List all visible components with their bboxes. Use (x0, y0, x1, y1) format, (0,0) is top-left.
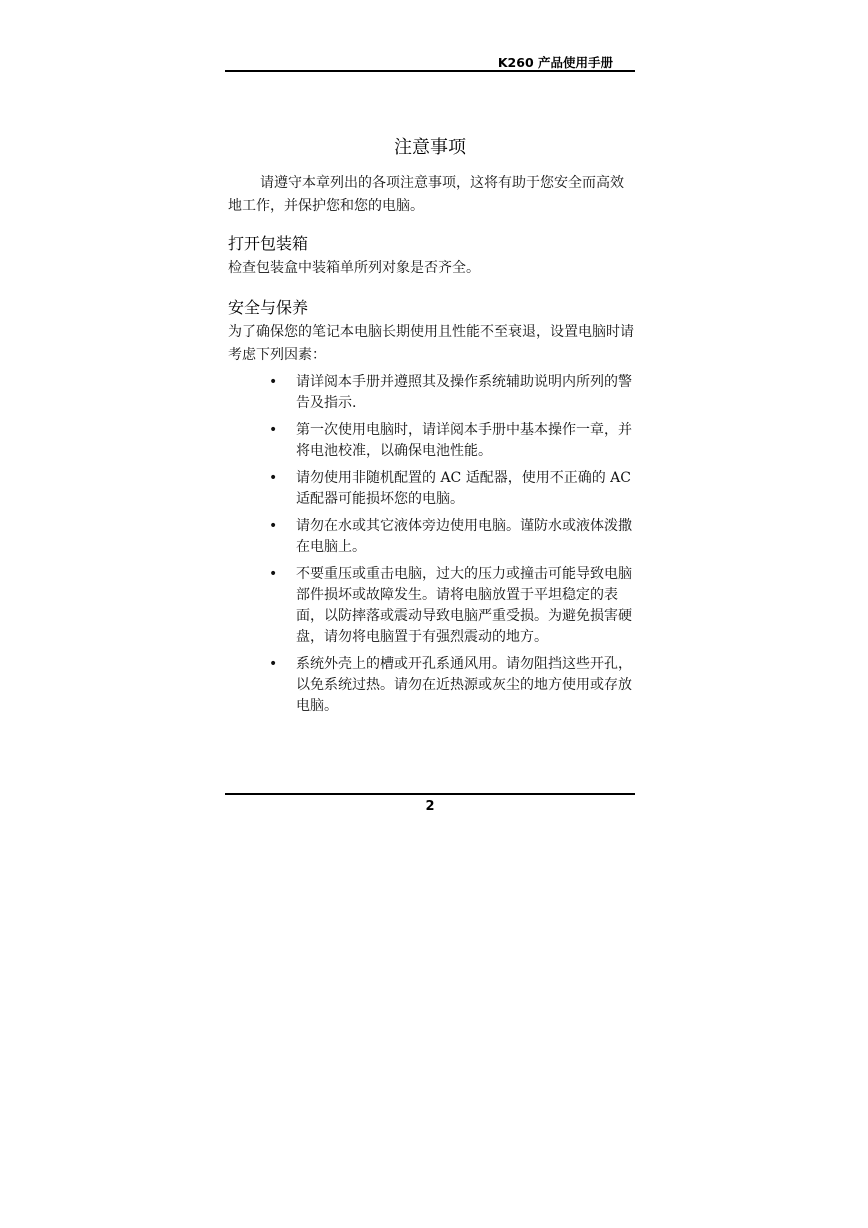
bullet-item (265, 516, 635, 558)
page-number: 2 (425, 799, 435, 814)
section-heading-unpacking: 打开包装箱 (228, 234, 309, 253)
bullet-item (265, 372, 635, 414)
bullet-text: 请详阅本手册并遵照其及操作系统辅助说明内所列的警告及指示. (296, 374, 632, 411)
bullet-text: 请勿使用非随机配置的 AC 适配器，使用不正确的 AC 适配器可能损坏您的电脑。 (296, 470, 631, 507)
page-title: 注意事项 (394, 137, 466, 158)
bullet-text: 不要重压或重击电脑，过大的压力或撞击可能导致电脑部件损坏或故障发生。请将电脑放置于平坦稳定的表面，以防摔落或震动导致电脑严重受损。为避免损害硬盘，请勿将电脑置于有强烈震动的地方。 (296, 566, 632, 645)
page-header (225, 50, 635, 70)
bullet-dot-icon: • (269, 656, 278, 672)
bullet-dot-icon: • (269, 566, 278, 582)
bullet-dot-icon: • (269, 422, 278, 438)
section-heading-safety: 安全与保养 (228, 298, 309, 317)
bullet-item (265, 564, 635, 648)
section-text-safety: 为了确保您的笔记本电脑长期使用且性能不至衰退，设置电脑时请考虑下列因素： (228, 324, 634, 363)
manual-page (225, 50, 635, 814)
bullet-dot-icon: • (269, 374, 278, 390)
bullet-item (265, 420, 635, 462)
section-text-unpacking: 检查包装盒中装箱单所列对象是否齐全。 (228, 260, 480, 276)
footer-rule (225, 793, 635, 795)
bullet-dot-icon: • (269, 470, 278, 486)
header-title: K260 产品使用手册 (497, 55, 613, 70)
bullet-item (265, 654, 635, 717)
safety-bullet-list (265, 372, 635, 723)
header-rule (225, 70, 635, 72)
bullet-text: 系统外壳上的槽或开孔系通风用。请勿阻挡这些开孔，以免系统过热。请勿在近热源或灰尘的地方使用或存放电脑。 (296, 656, 632, 714)
intro-paragraph: 请遵守本章列出的各项注意事项，这将有助于您安全而高效地工作，并保护您和您的电脑。 (228, 175, 624, 214)
bullet-text: 第一次使用电脑时，请详阅本手册中基本操作一章，并将电池校准，以确保电池性能。 (296, 422, 632, 459)
bullet-item (265, 468, 635, 510)
bullet-dot-icon: • (269, 518, 278, 534)
bullet-text: 请勿在水或其它液体旁边使用电脑。谨防水或液体泼撒在电脑上。 (296, 518, 632, 555)
